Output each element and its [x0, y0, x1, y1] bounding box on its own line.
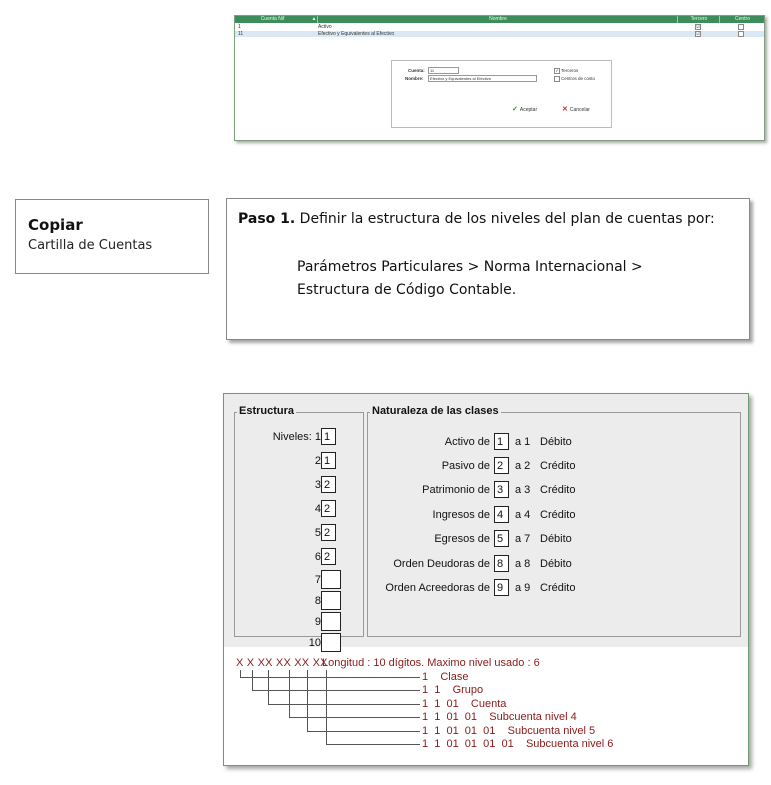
- nature-to: a 7: [515, 533, 531, 545]
- centros-checkbox[interactable]: [554, 76, 560, 82]
- nature-type: Crédito: [540, 509, 576, 521]
- level-10-input[interactable]: [321, 633, 341, 652]
- nature-from-input[interactable]: 9: [494, 579, 509, 596]
- level-6-label: 6: [314, 551, 321, 563]
- nature-from-input[interactable]: 8: [494, 555, 509, 572]
- centros-label: Centros de costo: [561, 76, 596, 81]
- tercero-checkbox[interactable]: ☑: [696, 24, 700, 29]
- nature-to: a 4: [515, 509, 531, 521]
- level-7-input[interactable]: [321, 570, 341, 589]
- check-icon: ✓: [512, 106, 518, 113]
- nature-type: Crédito: [540, 484, 576, 496]
- nature-type: Débito: [540, 558, 572, 570]
- nature-from-input[interactable]: 2: [494, 457, 509, 474]
- structure-panel: [224, 394, 748, 647]
- accept-button[interactable]: ✓ Aceptar: [512, 106, 538, 113]
- nature-type: Débito: [540, 533, 572, 545]
- naturaleza-fieldset: [367, 405, 741, 637]
- estructura-fieldset: [234, 405, 364, 649]
- tree-connector: [268, 670, 269, 704]
- nature-type: Crédito: [540, 582, 576, 594]
- level-4-label: 4: [314, 503, 321, 515]
- level-6-input[interactable]: 2: [321, 548, 336, 565]
- code-pattern: X X XX XX XX XX: [236, 657, 328, 669]
- level-4-input[interactable]: 2: [321, 500, 336, 517]
- tercero-checkbox[interactable]: ☑: [696, 31, 700, 36]
- level-3-label: 3: [314, 479, 321, 491]
- code-length-info: Longitud : 10 dígitos. Maximo nivel usado : 6: [322, 657, 540, 669]
- nature-label: Egresos de: [434, 533, 490, 545]
- menu-path: [297, 256, 733, 302]
- nature-type: Débito: [540, 436, 572, 448]
- tree-level-1: 1 Clase: [422, 671, 469, 683]
- level-10-label: 10: [308, 637, 321, 649]
- level-8-input[interactable]: [321, 591, 341, 610]
- step-instruction: [238, 211, 715, 227]
- terceros-checkbox[interactable]: ✓: [555, 68, 559, 73]
- cuenta-field[interactable]: 11: [428, 67, 459, 74]
- nature-from-input[interactable]: 1: [494, 433, 509, 450]
- row-code: 1: [238, 24, 241, 30]
- edit-account-dialog: [391, 60, 612, 128]
- close-icon: ✕: [562, 106, 568, 113]
- niveles-label: Niveles: 1: [272, 431, 321, 443]
- centro-checkbox[interactable]: [738, 31, 744, 37]
- nature-to: a 2: [515, 460, 531, 472]
- nature-to: a 8: [515, 558, 531, 570]
- column-header-cuenta[interactable]: Cuenta Nif: [260, 16, 285, 22]
- tree-connector: [289, 717, 420, 718]
- column-header-centro[interactable]: Centro: [719, 16, 765, 23]
- nature-type: Crédito: [540, 460, 576, 472]
- nombre-label: Nombre:: [405, 76, 424, 81]
- level-5-label: 5: [314, 527, 321, 539]
- centro-checkbox[interactable]: [738, 24, 744, 30]
- tree-connector: [268, 704, 420, 705]
- nature-label: Activo de: [444, 436, 490, 448]
- sort-icon: ▲: [311, 16, 317, 22]
- table-row[interactable]: [235, 31, 764, 37]
- level-7-label: 7: [314, 574, 321, 586]
- tree-connector: [240, 677, 420, 678]
- tree-connector: [307, 670, 308, 731]
- row-name: Activo: [318, 24, 332, 30]
- step-number: Paso 1.: [238, 211, 296, 227]
- nature-label: Ingresos de: [432, 509, 490, 521]
- nombre-field[interactable]: Efectivo y Equivalentes al Efectivo: [428, 75, 537, 82]
- nature-to: a 3: [515, 484, 531, 496]
- level-3-input[interactable]: 2: [321, 476, 336, 493]
- estructura-legend: Estructura: [239, 405, 295, 417]
- copy-subtitle: Cartilla de Cuentas: [28, 238, 153, 253]
- column-header-nombre[interactable]: Nombre: [317, 16, 678, 23]
- tree-level-5: 1 1 01 01 01 Subcuenta nivel 5: [422, 725, 596, 737]
- row-code: 11: [238, 31, 244, 37]
- tree-connector: [252, 670, 253, 690]
- tree-connector: [326, 744, 420, 745]
- nature-label: Patrimonio de: [422, 484, 490, 496]
- nature-from-input[interactable]: 3: [494, 481, 509, 498]
- nature-to: a 1: [515, 436, 531, 448]
- tree-level-4: 1 1 01 01 Subcuenta nivel 4: [422, 711, 577, 723]
- level-9-label: 9: [314, 616, 321, 628]
- tree-level-3: 1 1 01 Cuenta: [422, 698, 507, 710]
- step-box: [226, 198, 750, 340]
- column-header-tercero[interactable]: Tercero: [677, 16, 720, 23]
- level-8-label: 8: [314, 595, 321, 607]
- table-row[interactable]: [235, 24, 764, 30]
- tree-connector: [240, 670, 241, 677]
- nature-from-input[interactable]: 4: [494, 506, 509, 523]
- nature-to: a 9: [515, 582, 531, 594]
- copy-section-box: [15, 199, 209, 274]
- tree-connector: [307, 731, 420, 732]
- copy-title: Copiar: [28, 216, 83, 234]
- row-name: Efectivo y Equivalentes al Efectivo: [318, 31, 395, 37]
- chart-of-accounts-screenshot: [234, 15, 765, 141]
- tree-connector: [289, 670, 290, 717]
- nature-label: Pasivo de: [441, 460, 490, 472]
- grid-header: [235, 16, 764, 23]
- tree-connector: [252, 690, 420, 691]
- tree-connector: [326, 670, 327, 744]
- nature-label: Orden Deudoras de: [393, 558, 490, 570]
- nature-label: Orden Acreedoras de: [385, 582, 490, 594]
- tree-level-2: 1 1 Grupo: [422, 684, 484, 696]
- menu-path-line1: Parámetros Particulares > Norma Internacional >: [297, 259, 643, 275]
- step-text: Definir la estructura de los niveles del plan de cuentas por:: [295, 211, 715, 227]
- naturaleza-legend: Naturaleza de las clases: [372, 405, 499, 417]
- nature-from-input[interactable]: 5: [494, 530, 509, 547]
- terceros-label: Terceros: [561, 68, 579, 73]
- cancel-button[interactable]: ✕ Cancelar: [562, 106, 590, 113]
- code-structure-screenshot: [223, 393, 749, 766]
- level-5-input[interactable]: 2: [321, 524, 336, 541]
- level-9-input[interactable]: [321, 612, 341, 631]
- cuenta-label: Cuenta:: [408, 68, 425, 73]
- level-2-label: 2: [314, 455, 321, 467]
- level-1-input[interactable]: 1: [321, 428, 336, 445]
- menu-path-line2: Estructura de Código Contable.: [297, 282, 517, 298]
- tree-level-6: 1 1 01 01 01 01 Subcuenta nivel 6: [422, 738, 614, 750]
- level-2-input[interactable]: 1: [321, 452, 336, 469]
